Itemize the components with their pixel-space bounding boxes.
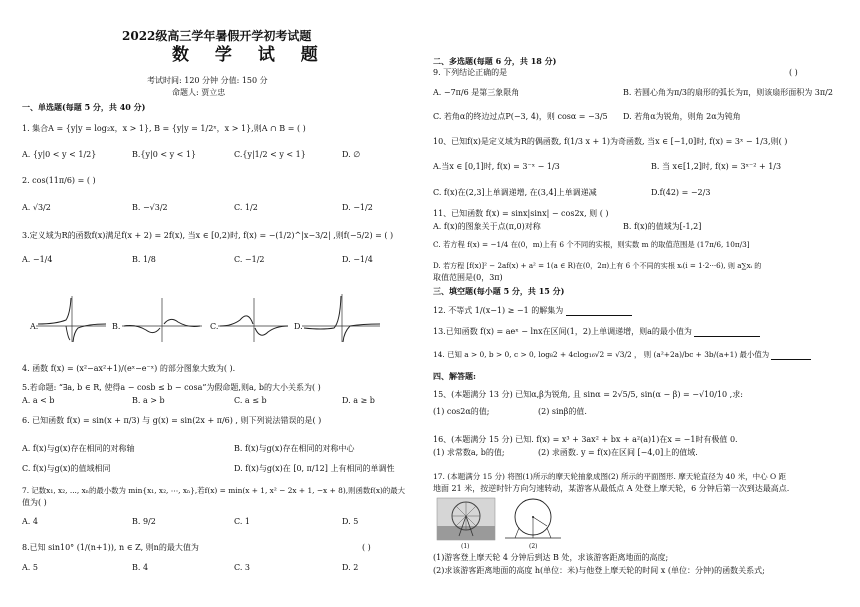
q7-option-d: D. 5 bbox=[342, 517, 359, 526]
exam-author: 命题人: 贾立忠 bbox=[172, 88, 226, 97]
section-fill-blank: 三、填空题(每小题 5 分，共 15 分) bbox=[433, 286, 565, 296]
q9-option-b: B. 若圆心角为π/3的扇形的弧长为π，则该扇形面积为 3π/2 bbox=[623, 88, 833, 97]
q8-option-d: D. 2 bbox=[342, 563, 359, 572]
q1-option-b: B.{y|0 < y < 1} bbox=[132, 150, 197, 159]
q11-option-d-continued: 取值范围是(0，3π) bbox=[433, 273, 503, 282]
q4-graph-label-c: C. bbox=[210, 322, 219, 331]
figure-1-label: (1) bbox=[461, 543, 470, 550]
question-4: 4. 函数 f(x) = (x²−ax²+1)/(eˣ−e⁻ˣ) 的部分图象大致为( ). bbox=[22, 364, 236, 373]
q5-option-d: D. a ≥ b bbox=[342, 396, 375, 405]
q16-part-1: (1) 求常数a, b的值; bbox=[433, 448, 505, 457]
q13-text: 13.已知函数 f(x) = aeˣ − lnx在区间(1，2)上单调递增，则a的最小值为 bbox=[433, 327, 692, 336]
question-14 bbox=[433, 350, 811, 360]
q6-option-c: C. f(x)与g(x)的值域相同 bbox=[22, 464, 111, 473]
q10-option-a: A.当x ∈ [0,1]时, f(x) = 3⁻ˣ − 1/3 bbox=[433, 162, 560, 171]
q11-option-c: C. 若方程 f(x) = −1/4 在(0，m)上有 6 个不同的实根，则实数 m 的取值范围是 (17π/6, 10π/3] bbox=[433, 240, 750, 249]
question-11: 11、已知函数 f(x) = sinx|sinx| − cos2x, 则 ( ) bbox=[433, 209, 609, 218]
q2-option-d: D. −1/2 bbox=[342, 203, 373, 212]
q5-option-b: B. a > b bbox=[132, 396, 165, 405]
q14-text: 14. 已知 a > 0, b > 0, c > 0, log₈2 + 4clog₁₆√2 = √3/2 ， 则 (a²+2a)/bc + 3b/(a+1) 最小值为 bbox=[433, 350, 770, 359]
question-13 bbox=[433, 327, 760, 337]
q8-answer-paren: ( ) bbox=[362, 543, 371, 552]
q3-option-b: B. 1/8 bbox=[132, 255, 156, 264]
q6-option-a: A. f(x)与g(x)存在相同的对称轴 bbox=[22, 444, 135, 453]
q11-option-d: D. 若方程 [f(x)]² − 2af(x) + a² = 1(a ∈ R)在(0，2π)上有 6 个不同的实根 xᵢ(i = 1·2···6), 则 a∑xᵢ 的 bbox=[433, 261, 762, 270]
section-single-choice: 一、单选题(每题 5 分，共 40 分) bbox=[22, 102, 146, 112]
q3-option-c: C. −1/2 bbox=[234, 255, 265, 264]
q8-option-c: C. 3 bbox=[234, 563, 251, 572]
q2-option-c: C. 1/2 bbox=[234, 203, 258, 212]
question-12 bbox=[433, 306, 632, 316]
section-solution: 四、解答题: bbox=[433, 371, 476, 381]
q7-option-c: C. 1 bbox=[234, 517, 251, 526]
figure-2-label: (2) bbox=[529, 543, 538, 550]
q2-option-a: A. √3/2 bbox=[22, 203, 51, 212]
ferris-wheel-diagram bbox=[505, 496, 561, 542]
q17-part-2: (2)求该游客距离地面的高度 h(单位：米)与他登上摩天轮的时间 x (单位：分钟)的函数关系式; bbox=[433, 566, 765, 575]
question-5: 5.若命题: “∃a, b ∈ R, 使得a − cosb ≤ b − cosa”为假命题,则a, b的大小关系为( ) bbox=[22, 383, 321, 392]
q4-graph-label-d: D. bbox=[294, 322, 303, 331]
q4-graph-c bbox=[218, 296, 290, 342]
question-16: 16、(本题满分 15 分) 已知. f(x) = x³ + 3ax² + bx + a²(a)1)在x = −1时有极值 0. bbox=[433, 435, 738, 444]
q10-option-b: B. 当 x∈[1,2]时, f(x) = 3ˣ⁻² + 1/3 bbox=[651, 162, 782, 171]
q8-option-a: A. 5 bbox=[22, 563, 38, 572]
section-multi-choice: 二、多选题(每题 6 分，共 18 分) bbox=[433, 56, 557, 66]
q1-option-c: C.{y|1/2 < y < 1} bbox=[234, 150, 306, 159]
q9-option-c: C. 若角α的终边过点P(−3, 4)，则 cosα = −3/5 bbox=[433, 112, 608, 121]
q4-graph-label-a: A. bbox=[30, 322, 39, 331]
question-17-continued: 地面 21 米，按逆时针方向匀速转动，某游客从最低点 A 处登上摩天轮，6 分钟后第一次到达最高点. bbox=[433, 484, 790, 493]
q6-option-d: D. f(x)与g(x)在 [0, π/12] 上有相同的单调性 bbox=[234, 464, 395, 473]
q7-option-b: B. 9/2 bbox=[132, 517, 156, 526]
ferris-wheel-photo bbox=[437, 498, 495, 540]
question-15: 15、(本题满分 13 分) 已知α,β为锐角, 且 sinα = 2√5/5, sin(α − β) = −√10/10 ,求: bbox=[433, 390, 743, 399]
question-10: 10、已知f(x)是定义域为R的偶函数, f(1/3 x + 1)为奇函数, 当x ∈ [−1,0]时, f(x) = 3ˣ − 1/3,则( ) bbox=[433, 137, 788, 146]
q3-option-a: A. −1/4 bbox=[22, 255, 53, 264]
q4-graph-d bbox=[302, 292, 382, 344]
q5-option-c: C. a ≤ b bbox=[234, 396, 267, 405]
question-9: 9. 下列结论正确的是 bbox=[433, 68, 508, 77]
q5-option-a: A. a < b bbox=[22, 396, 55, 405]
exam-title: 2022级高三学年暑假开学初考试题 bbox=[122, 29, 312, 43]
q8-option-b: B. 4 bbox=[132, 563, 149, 572]
q2-option-b: B. −√3/2 bbox=[132, 203, 168, 212]
q10-option-d: D.f(42) = −2/3 bbox=[651, 188, 711, 197]
question-1: 1. 集合A = {y|y = log₂x，x > 1}, B = {y|y = 1/2ˣ，x > 1},则A ∩ B = ( ) bbox=[22, 124, 306, 133]
q12-text: 12. 不等式 1/(x−1) ≥ −1 的解集为 bbox=[433, 306, 564, 315]
q9-answer-paren: ( ) bbox=[789, 68, 798, 77]
q6-option-b: B. f(x)与g(x)存在相同的对称中心 bbox=[234, 444, 355, 453]
question-2: 2. cos(11π/6) = ( ) bbox=[22, 176, 96, 185]
q4-graph-b bbox=[122, 296, 204, 342]
q4-graph-a bbox=[36, 294, 108, 344]
q12-answer-blank[interactable] bbox=[566, 307, 632, 316]
q15-part-2: (2) sinβ的值. bbox=[538, 407, 587, 416]
question-3: 3.定义域为R的函数f(x)满足f(x + 2) = 2f(x), 当x ∈ [0,2)时, f(x) = −(1/2)^|x−3/2| ,则f(−5/2) = ( ) bbox=[22, 231, 394, 240]
q11-option-a: A. f(x)的图象关于点(π,0)对称 bbox=[433, 222, 541, 231]
q3-option-d: D. −1/4 bbox=[342, 255, 373, 264]
q9-option-d: D. 若角α为锐角，则角 2α为钝角 bbox=[623, 112, 741, 121]
q15-part-1: (1) cos2α的值; bbox=[433, 407, 490, 416]
q11-option-b: B. f(x)的值域为[-1,2] bbox=[623, 222, 702, 231]
question-17: 17. (本题满分 15 分) 将图(1)所示的摩天轮抽象成图(2) 所示的平面图形. 摩天轮直径为 40 米，中心 O 距 bbox=[433, 472, 786, 481]
question-8: 8.已知 sin10° (1/(n+1)), n ∈ Z, 则n的最大值为 bbox=[22, 543, 199, 552]
q14-answer-blank[interactable] bbox=[771, 351, 811, 360]
question-6: 6. 已知函数 f(x) = sin(x + π/3) 与 g(x) = sin(2x + π/6) , 则下列说法错误的是( ) bbox=[22, 416, 322, 425]
q1-option-a: A. {y|0 < y < 1/2} bbox=[22, 150, 97, 159]
q10-option-c: C. f(x)在(2,3]上单调递增, 在(3,4]上单调递减 bbox=[433, 188, 597, 197]
q9-option-a: A. −7π/6 是第三象限角 bbox=[433, 88, 520, 97]
q13-answer-blank[interactable] bbox=[694, 328, 760, 337]
q4-graph-label-b: B. bbox=[112, 322, 121, 331]
q16-part-2: (2) 求函数. y = f(x)在区间 [−4,0]上的值域. bbox=[538, 448, 698, 457]
q1-option-d: D. ∅ bbox=[342, 150, 361, 159]
exam-info: 考试时间: 120 分钟 分值: 150 分 bbox=[147, 76, 268, 85]
q17-part-1: (1)游客登上摩天轮 4 分钟后到达 B 处，求该游客距离地面的高度; bbox=[433, 553, 669, 562]
q7-option-a: A. 4 bbox=[22, 517, 38, 526]
question-7: 7. 记数x₁, x₂, ..., xₙ的最小数为 min{x₁, x₂, ⋯, xₙ},若f(x) = min(x + 1, x² − 2x + 1, −x + 8),则函数f(x)的最大 bbox=[22, 486, 406, 495]
subject-title: 数 学 试 题 bbox=[172, 45, 328, 65]
question-7-continued: 值为( ) bbox=[22, 498, 47, 507]
